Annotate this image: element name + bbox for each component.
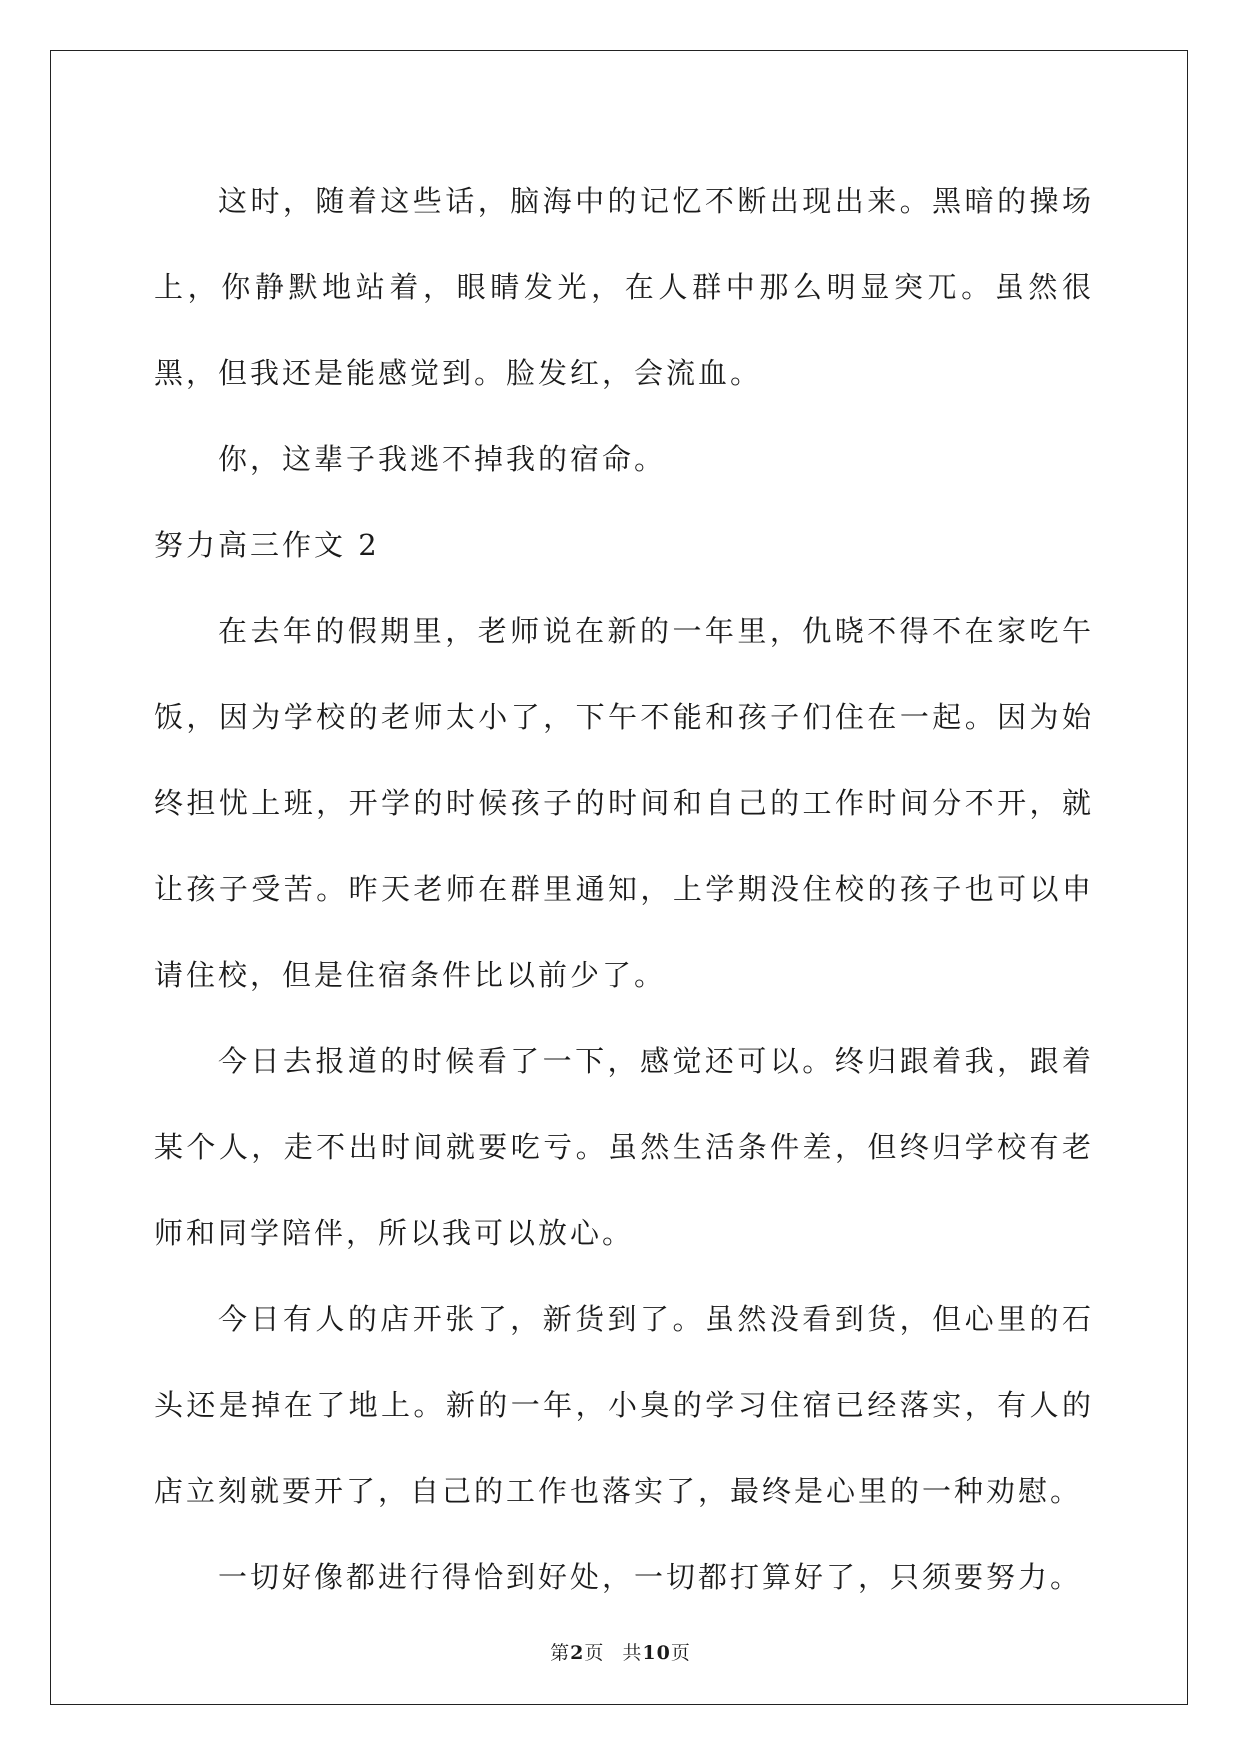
footer-total-prefix: 共 (622, 1642, 643, 1664)
paragraph: 今日去报道的时候看了一下，感觉还可以。终归跟着我，跟着某个人，走不出时间就要吃亏。虽然生活条件差，但终归学校有老师和同学陪伴，所以我可以放心。 (154, 1044, 1094, 1250)
document-body (154, 158, 1094, 1620)
current-page-number: 2 (570, 1642, 585, 1664)
footer-prefix: 第 (550, 1642, 571, 1664)
paragraph: 一切好像都进行得恰到好处，一切都打算好了，只须要努力。 (218, 1560, 1083, 1594)
paragraph: 在去年的假期里，老师说在新的一年里，仇晓不得不在家吃午饭，因为学校的老师太小了，下午不能和孩子们住在一起。因为始终担忧上班，开学的时候孩子的时间和自己的工作时间分不开，就让孩子受苦。昨天老师在群里通知，上学期没住校的孩子也可以申请住校，但是住宿条件比以前少了。 (154, 614, 1094, 992)
paragraph: 这时，随着这些话，脑海中的记忆不断出现出来。黑暗的操场上，你静默地站着，眼睛发光，在人群中那么明显突兀。虽然很黑，但我还是能感觉到。脸发红，会流血。 (154, 184, 1094, 390)
total-page-count: 10 (642, 1642, 671, 1664)
footer-total-suffix: 页 (670, 1642, 691, 1664)
section-heading: 努力高三作文 2 (154, 528, 380, 562)
paragraph: 今日有人的店开张了，新货到了。虽然没看到货，但心里的石头还是掉在了地上。新的一年，小臭的学习住宿已经落实，有人的店立刻就要开了，自己的工作也落实了，最终是心里的一种劝慰。 (154, 1302, 1094, 1508)
page-footer (0, 1638, 1241, 1665)
footer-page-suffix: 页 (584, 1642, 605, 1664)
paragraph: 你，这辈子我逃不掉我的宿命。 (218, 442, 667, 476)
